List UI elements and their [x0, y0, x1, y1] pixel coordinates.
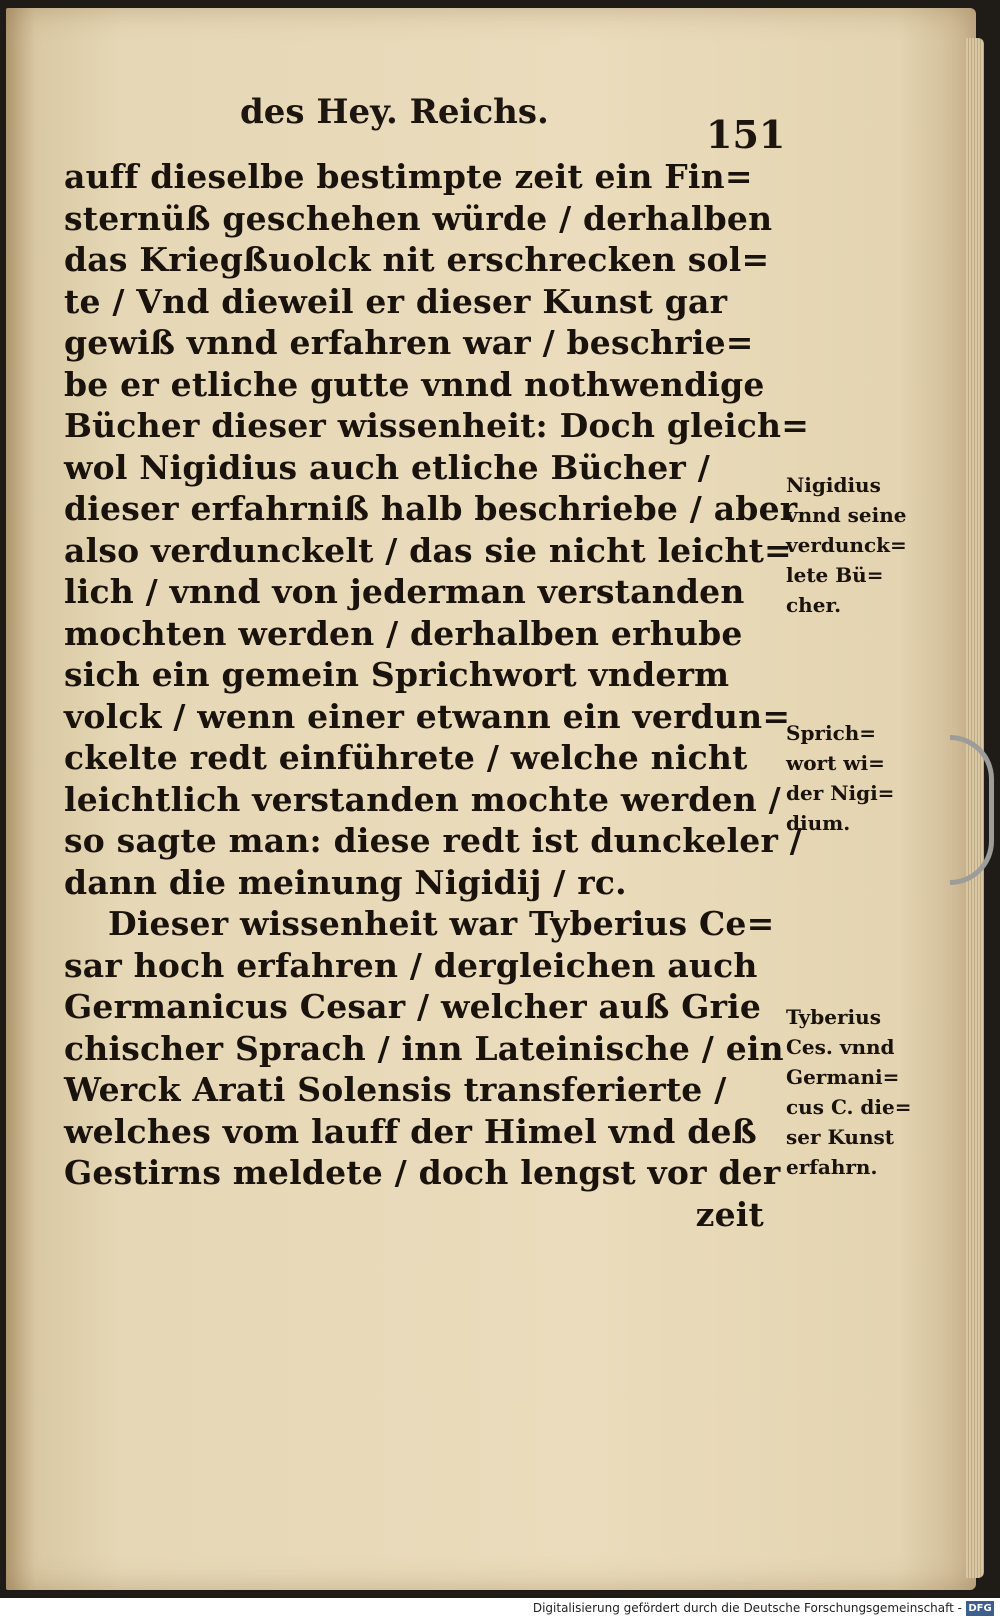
note-line: erfahrn.: [786, 1155, 878, 1179]
text-line: auff dieselbe bestimpte zeit ein Fin=: [64, 157, 753, 196]
note-line: der Nigi=: [786, 781, 895, 805]
note-line: Germani=: [786, 1065, 900, 1089]
marginal-note-tyberius: [786, 1002, 966, 1182]
text-line: be er etliche gutte vnnd nothwendige: [64, 364, 765, 404]
text-line: das Kriegßuolck nit erschrecken sol=: [64, 240, 770, 279]
note-line: Tyberius: [786, 1005, 881, 1029]
text-line: Bücher dieser wissenheit: Doch gleich=: [64, 406, 810, 445]
text-line: Germanicus Cesar / welcher auß Grie: [64, 987, 762, 1026]
text-line: Werck Arati Solensis transferierte /: [64, 1070, 727, 1109]
footer-credit: Digitalisierung gefördert durch die Deutsche Forschungsgemeinschaft -: [532, 1601, 962, 1615]
text-line: te / Vnd dieweil er dieser Kunst gar: [64, 281, 728, 321]
text-line: leichtlich verstanden mochte werden /: [64, 779, 781, 819]
text-line: dieser erfahrniß halb beschriebe / aber: [64, 489, 798, 528]
note-line: dium.: [786, 811, 851, 835]
marginal-note-nigidius: [786, 470, 966, 620]
note-line: cher.: [786, 593, 842, 617]
text-line: sich ein gemein Sprichwort vnderm: [64, 655, 730, 694]
text-line: lich / vnnd von jederman verstanden: [64, 572, 745, 611]
text-line: so sagte man: diese redt ist dunckeler /: [64, 821, 802, 860]
note-line: Nigidius: [786, 473, 881, 497]
text-line: sternüß geschehen würde / derhalben: [64, 198, 773, 238]
note-line: verdunck=: [786, 533, 907, 557]
running-head: des Hey. Reichs.: [240, 92, 549, 132]
text-line: sar hoch erfahren / dergleichen auch: [64, 945, 758, 985]
page-number: 151: [706, 112, 786, 157]
text-line: also verdunckelt / das sie nicht leicht=: [64, 530, 792, 570]
note-line: Ces. vnnd: [786, 1035, 895, 1059]
main-text-block: [64, 156, 810, 1235]
note-line: Sprich=: [786, 721, 877, 745]
text-line: chischer Sprach / inn Lateinische / ein: [64, 1028, 784, 1068]
digitization-footer: [0, 1598, 1000, 1620]
note-line: wort wi=: [786, 751, 885, 775]
text-line: dann die meinung Nigidij / rc.: [64, 862, 627, 902]
text-line: ckelte redt einführete / welche nicht: [64, 738, 748, 777]
text-line: volck / wenn einer etwann ein verdun=: [64, 696, 791, 736]
text-line: wol Nigidius auch etliche Bücher /: [64, 447, 710, 487]
text-line: gewiß vnnd erfahren war / beschrie=: [64, 323, 754, 362]
catchword: zeit: [695, 1194, 764, 1234]
note-line: ser Kunst: [786, 1125, 895, 1149]
note-line: vnnd seine: [786, 503, 907, 527]
text-line-paragraph-start: Dieser wissenheit war Tyberius Ce=: [108, 904, 775, 943]
text-line: Gestirns meldete / doch lengst vor der: [64, 1153, 781, 1192]
dfg-logo: DFG: [966, 1601, 994, 1616]
text-line: mochten werden / derhalben erhube: [64, 613, 743, 653]
marginal-note-sprichwort: [786, 718, 966, 838]
note-line: lete Bü=: [786, 563, 884, 587]
text-line: welches vom lauff der Himel vnd deß: [64, 1111, 757, 1151]
note-line: cus C. die=: [786, 1095, 912, 1119]
